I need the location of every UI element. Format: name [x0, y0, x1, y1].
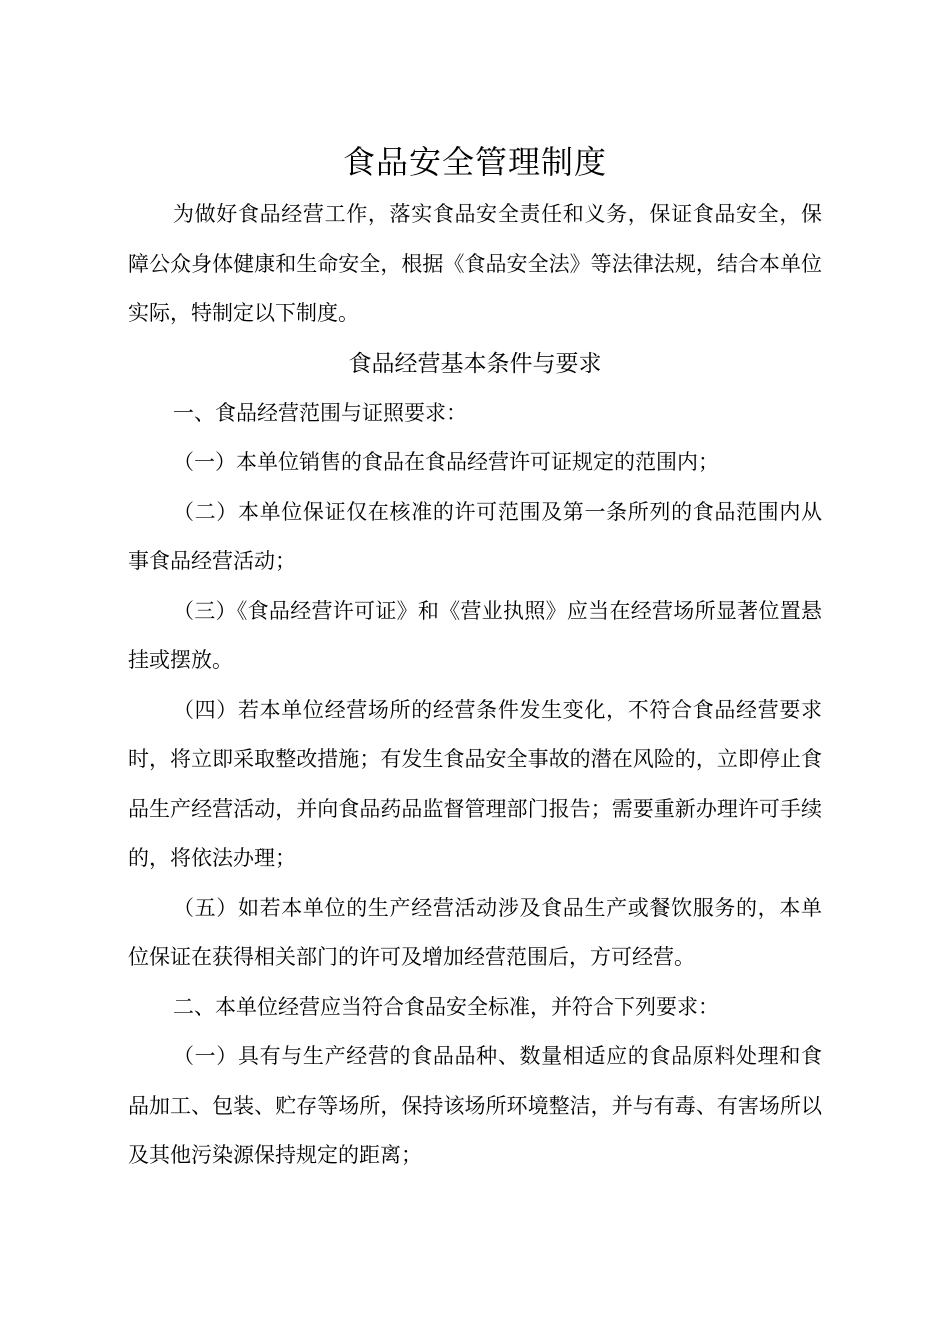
document-page [128, 128, 822, 1181]
intro-paragraph: 为做好食品经营工作，落实食品安全责任和义务，保证食品安全，保障公众身体健康和生命安全，根据《食品安全法》等法律法规，结合本单位实际，特制定以下制度。 [128, 202, 822, 325]
document-title: 食品安全管理制度 [342, 143, 607, 181]
paragraph-4: （三）《食品经营许可证》和《营业执照》应当在经营场所显著位置悬挂或摆放。 [128, 598, 822, 672]
paragraph-7: 二、本单位经营应当符合食品安全标准，并符合下列要求： [173, 994, 719, 1019]
paragraph-5: （四）若本单位经营场所的经营条件发生变化，不符合食品经营要求时，将立即采取整改措施；有发生食品安全事故的潜在风险的，立即停止食品生产经营活动，并向食品药品监督管理部门报告；需要重新办理许可手续的，将依法办理； [128, 697, 822, 870]
paragraph-3: （二）本单位保证仅在核准的许可范围及第一条所列的食品范围内从事食品经营活动； [128, 499, 822, 573]
paragraph-8: （一）具有与生产经营的食品品种、数量相适应的食品原料处理和食品加工、包装、贮存等场所，保持该场所环境整洁，并与有毒、有害场所以及其他污染源保持规定的距离； [128, 1044, 822, 1167]
paragraph-2: （一）本单位销售的食品在食品经营许可证规定的范围内； [173, 450, 719, 474]
section-title: 食品经营基本条件与要求 [348, 350, 602, 377]
paragraph-1: 一、食品经营范围与证照要求： [173, 400, 467, 425]
paragraph-6: （五）如若本单位的生产经营活动涉及食品生产或餐饮服务的，本单位保证在获得相关部门的许可及增加经营范围后，方可经营。 [128, 895, 822, 969]
